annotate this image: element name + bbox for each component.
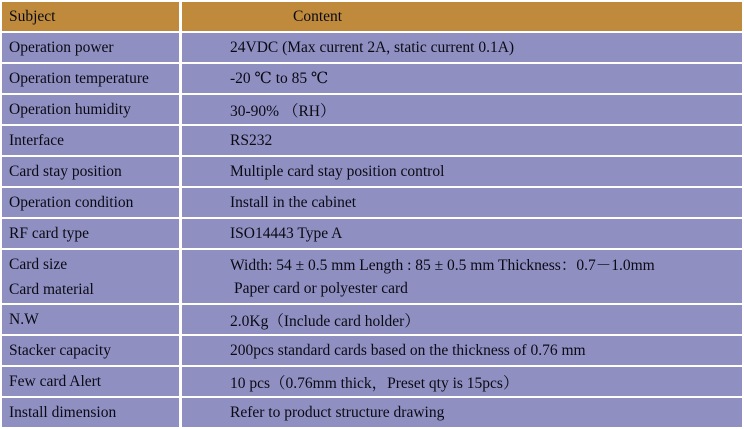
table-row xyxy=(2,336,742,365)
card-material-label: Card material xyxy=(9,280,94,298)
header-content: Content xyxy=(182,2,742,31)
row-content: 2.0Kg（Include card holder） xyxy=(182,305,742,334)
row-subject: Operation humidity xyxy=(2,95,179,124)
row-content: 24VDC (Max current 2A, static current 0.1A) xyxy=(182,33,742,62)
table-row xyxy=(2,250,742,303)
table-row xyxy=(2,188,742,217)
table-header xyxy=(2,2,742,31)
row-content: 200pcs standard cards based on the thickness of 0.76 mm xyxy=(182,336,742,365)
row-subject: Operation condition xyxy=(2,188,179,217)
row-subject xyxy=(2,250,179,303)
row-content: 30-90% （RH） xyxy=(182,95,742,124)
table-row xyxy=(2,367,742,396)
row-content: Multiple card stay position control xyxy=(182,157,742,186)
card-material-value: Paper card or polyester card xyxy=(234,279,408,297)
table-row xyxy=(2,305,742,334)
card-size-value: Width: 54 ± 0.5 mm Length : 85 ± 0.5 mm Thickness：0.7－1.0mm xyxy=(230,256,655,274)
row-content: Refer to product structure drawing xyxy=(182,398,742,427)
table-row xyxy=(2,219,742,248)
row-content: 10 pcs（0.76mm thick，Preset qty is 15pcs） xyxy=(182,367,742,396)
row-subject: Install dimension xyxy=(2,398,179,427)
table-row xyxy=(2,157,742,186)
row-content: -20 ℃ to 85 ℃ xyxy=(182,64,742,93)
row-subject: Few card Alert xyxy=(2,367,179,396)
row-subject: Operation power xyxy=(2,33,179,62)
row-subject: Interface xyxy=(2,126,179,155)
row-content xyxy=(182,250,742,303)
card-size-label: Card size xyxy=(9,255,68,273)
row-subject: Operation temperature xyxy=(2,64,179,93)
table-row xyxy=(2,64,742,93)
table-row xyxy=(2,33,742,62)
header-subject: Subject xyxy=(2,2,179,31)
table-row xyxy=(2,126,742,155)
row-content: ISO14443 Type A xyxy=(182,219,742,248)
row-subject: N.W xyxy=(2,305,179,334)
row-subject: Stacker capacity xyxy=(2,336,179,365)
table-row xyxy=(2,398,742,427)
row-subject: Card stay position xyxy=(2,157,179,186)
row-content: Install in the cabinet xyxy=(182,188,742,217)
row-subject: RF card type xyxy=(2,219,179,248)
spec-table xyxy=(2,2,742,429)
table-row xyxy=(2,95,742,124)
row-content: RS232 xyxy=(182,126,742,155)
